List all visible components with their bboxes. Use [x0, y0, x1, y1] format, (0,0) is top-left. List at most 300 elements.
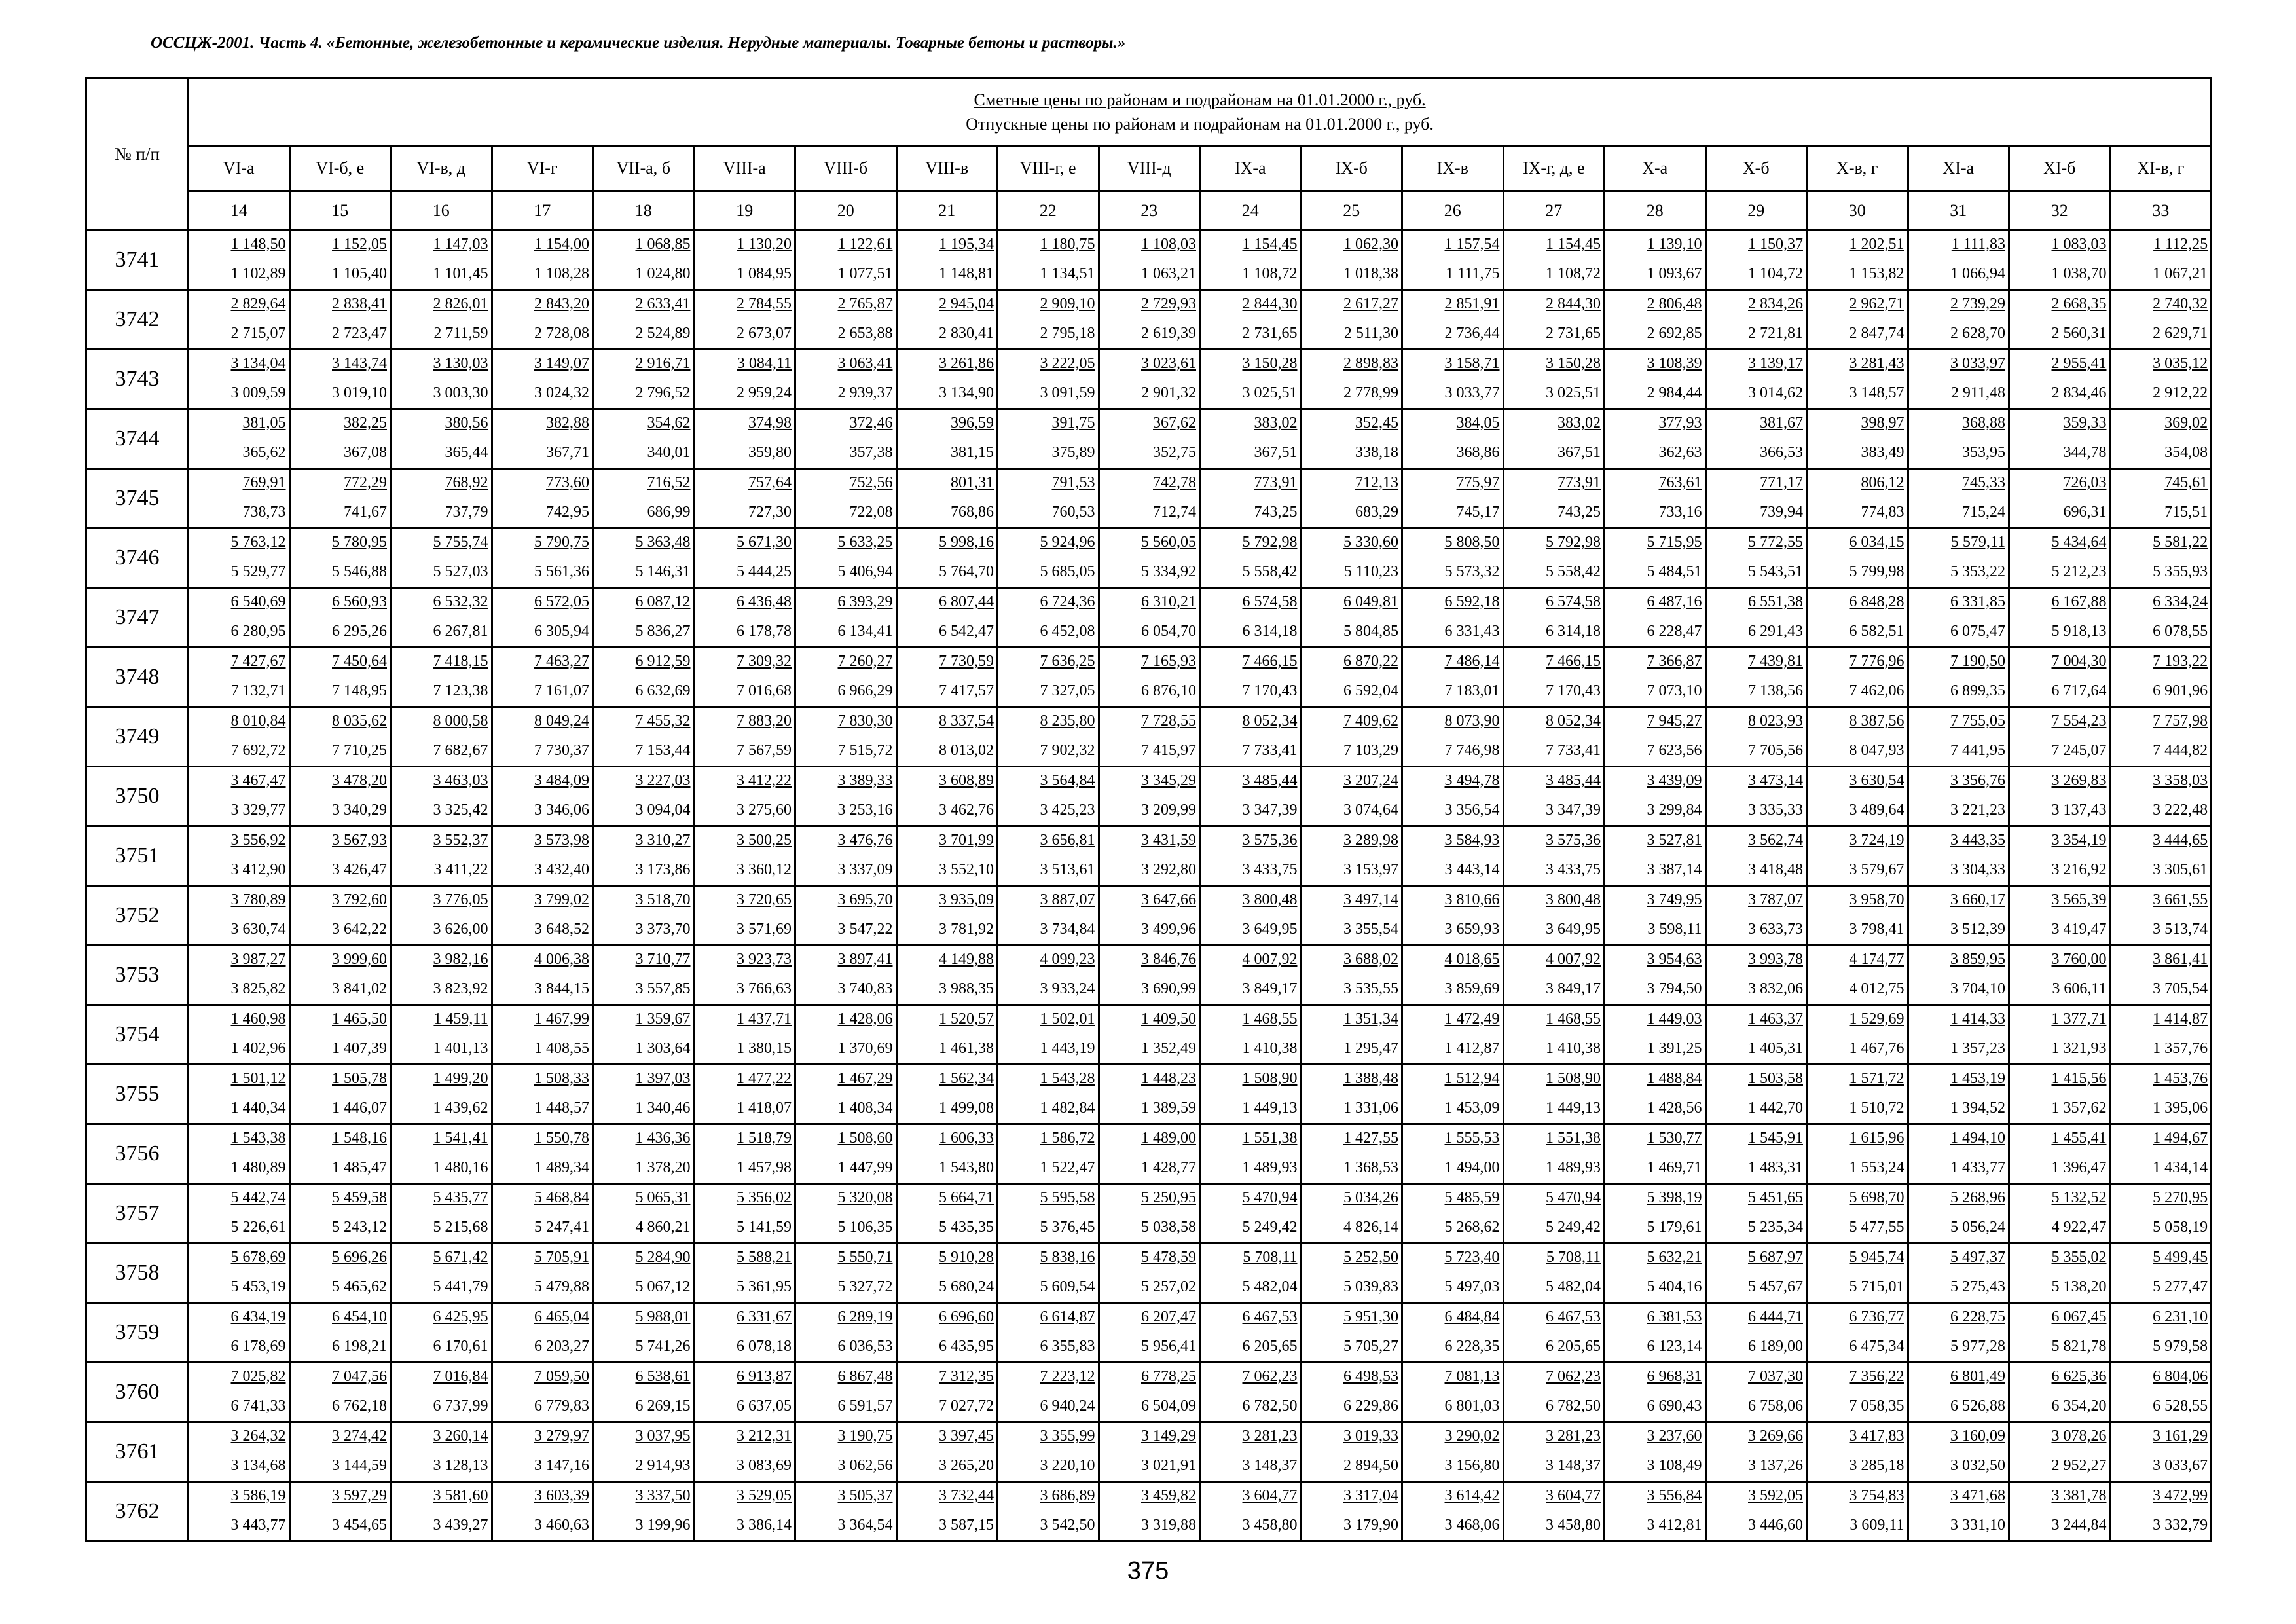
- price-cell: [492, 1422, 593, 1482]
- release-price: 3 019,10: [332, 384, 387, 401]
- release-price: 5 334,92: [1141, 563, 1196, 580]
- estimate-price: 7 059,50: [534, 1368, 589, 1385]
- release-price: 5 141,59: [737, 1219, 792, 1236]
- estimate-price: 384,05: [1456, 415, 1500, 432]
- release-price: 6 036,53: [837, 1338, 893, 1355]
- estimate-price: 3 810,66: [1444, 891, 1500, 908]
- price-cell: [2110, 648, 2212, 707]
- release-price: 5 977,28: [1950, 1338, 2005, 1355]
- estimate-price: 5 632,21: [1647, 1249, 1702, 1266]
- release-price: 3 734,84: [1040, 921, 1095, 938]
- price-cell: [694, 350, 795, 409]
- estimate-price: 5 951,30: [1343, 1308, 1398, 1325]
- price-cell: [2009, 409, 2111, 469]
- release-price: 686,99: [647, 504, 691, 521]
- release-price: 7 170,43: [1546, 682, 1601, 699]
- price-cell: [1402, 469, 1504, 528]
- price-cell: [1605, 767, 1706, 826]
- release-price: 366,53: [1760, 444, 1803, 461]
- estimate-price: 1 508,33: [534, 1070, 589, 1087]
- estimate-price: 5 250,95: [1141, 1189, 1196, 1206]
- release-price: 5 247,41: [534, 1219, 589, 1236]
- price-cell: [593, 1065, 695, 1124]
- price-cell: [189, 1363, 290, 1422]
- release-price: 5 546,88: [332, 563, 387, 580]
- estimate-price: 3 261,86: [939, 355, 994, 372]
- release-price: 7 103,29: [1343, 742, 1398, 759]
- estimate-price: 1 154,45: [1242, 236, 1298, 253]
- price-cell: [1301, 1303, 1402, 1363]
- price-cell: [2009, 1244, 2111, 1303]
- estimate-price: 7 062,23: [1242, 1368, 1298, 1385]
- row-number-cell: 3750: [86, 767, 189, 826]
- release-price: 3 512,39: [1950, 921, 2005, 938]
- estimate-price: 3 999,60: [332, 951, 387, 968]
- price-cell: [694, 290, 795, 350]
- column-number-cell: 22: [998, 191, 1099, 231]
- estimate-price: 1 448,23: [1141, 1070, 1196, 1087]
- price-cell: [896, 707, 998, 767]
- release-price: 1 499,08: [939, 1099, 994, 1116]
- estimate-price: 7 081,13: [1444, 1368, 1500, 1385]
- estimate-price: 396,59: [951, 415, 994, 432]
- price-cell: [1402, 1482, 1504, 1541]
- release-price: 362,63: [1658, 444, 1702, 461]
- estimate-price: 3 701,99: [939, 832, 994, 849]
- release-price: 743,25: [1558, 504, 1601, 521]
- price-table-body: [86, 78, 2212, 1541]
- estimate-price: 5 468,84: [534, 1189, 589, 1206]
- release-price: 5 558,42: [1546, 563, 1601, 580]
- estimate-price: 1 543,38: [230, 1130, 286, 1147]
- price-cell: [1099, 469, 1200, 528]
- release-price: 5 484,51: [1647, 563, 1702, 580]
- estimate-price: 6 228,75: [1950, 1308, 2005, 1325]
- release-price: 5 705,27: [1343, 1338, 1398, 1355]
- price-cell: [998, 707, 1099, 767]
- estimate-price: 5 595,58: [1040, 1189, 1095, 1206]
- column-number-cell: 27: [1503, 191, 1605, 231]
- price-cell: [1908, 707, 2009, 767]
- release-price: 4 826,14: [1343, 1219, 1398, 1236]
- release-price: 5 226,61: [230, 1219, 286, 1236]
- release-price: 1 469,71: [1647, 1159, 1702, 1176]
- estimate-price: 2 909,10: [1040, 295, 1095, 312]
- price-cell: [998, 1303, 1099, 1363]
- price-cell: [998, 946, 1099, 1005]
- price-cell: [1705, 290, 1807, 350]
- release-price: 3 412,81: [1647, 1517, 1702, 1534]
- price-cell: [998, 886, 1099, 946]
- estimate-price: 4 149,88: [939, 951, 994, 968]
- release-price: 367,71: [546, 444, 589, 461]
- release-price: 3 329,77: [230, 802, 286, 819]
- release-price: 7 692,72: [230, 742, 286, 759]
- estimate-price: 3 720,65: [737, 891, 792, 908]
- release-price: 3 535,55: [1343, 980, 1398, 997]
- estimate-price: 1 508,90: [1546, 1070, 1601, 1087]
- estimate-price: 6 334,24: [2153, 593, 2208, 610]
- release-price: 3 091,59: [1040, 384, 1095, 401]
- table-row: [86, 946, 2212, 1005]
- release-price: 6 054,70: [1141, 623, 1196, 640]
- estimate-price: 1 130,20: [737, 236, 792, 253]
- price-cell: [1099, 588, 1200, 648]
- price-cell: [1200, 350, 1302, 409]
- price-cell: [896, 1184, 998, 1244]
- release-price: 1 395,06: [2153, 1099, 2208, 1116]
- price-cell: [492, 1303, 593, 1363]
- price-cell: [593, 767, 695, 826]
- estimate-price: 3 754,83: [1849, 1487, 1904, 1504]
- estimate-price: 1 139,10: [1647, 236, 1702, 253]
- estimate-price: 7 439,81: [1748, 653, 1803, 670]
- release-price: 2 984,44: [1647, 384, 1702, 401]
- price-cell: [694, 1244, 795, 1303]
- estimate-price: 3 389,33: [837, 772, 893, 789]
- estimate-price: 372,46: [849, 415, 893, 432]
- price-cell: [1200, 231, 1302, 290]
- estimate-price: 1 545,91: [1748, 1130, 1803, 1147]
- price-cell: [795, 707, 897, 767]
- estimate-price: 6 498,53: [1343, 1368, 1398, 1385]
- estimate-price: 3 686,89: [1040, 1487, 1095, 1504]
- estimate-price: 377,93: [1658, 415, 1702, 432]
- estimate-price: 8 000,58: [433, 712, 488, 729]
- estimate-price: 6 049,81: [1343, 593, 1398, 610]
- price-cell: [289, 648, 391, 707]
- release-price: 2 560,31: [2051, 325, 2107, 342]
- estimate-price: 7 025,82: [230, 1368, 286, 1385]
- release-price: 6 314,18: [1546, 623, 1601, 640]
- estimate-price: 3 207,24: [1343, 772, 1398, 789]
- estimate-price: 3 471,68: [1950, 1487, 2005, 1504]
- release-price: 3 137,43: [2051, 802, 2107, 819]
- price-cell: [593, 528, 695, 588]
- price-cell: [1503, 1363, 1605, 1422]
- release-price: 3 148,37: [1546, 1457, 1601, 1474]
- price-cell: [1200, 767, 1302, 826]
- estimate-price: 5 355,02: [2051, 1249, 2107, 1266]
- price-cell: [1705, 1005, 1807, 1065]
- price-cell: [896, 1422, 998, 1482]
- estimate-price: 3 023,61: [1141, 355, 1196, 372]
- region-header-cell: VIII-г, е: [998, 146, 1099, 191]
- estimate-price: 1 530,77: [1647, 1130, 1702, 1147]
- release-price: 1 024,80: [635, 265, 691, 282]
- price-cell: [1807, 409, 1908, 469]
- release-price: 3 319,88: [1141, 1517, 1196, 1534]
- release-price: 1 067,21: [2153, 265, 2208, 282]
- estimate-price: 1 505,78: [332, 1070, 387, 1087]
- price-cell: [1099, 1363, 1200, 1422]
- estimate-price: 5 763,12: [230, 534, 286, 551]
- release-price: 3 364,54: [837, 1517, 893, 1534]
- price-cell: [694, 886, 795, 946]
- release-price: 5 249,42: [1242, 1219, 1298, 1236]
- region-header-cell: IX-а: [1200, 146, 1302, 191]
- price-cell: [1099, 409, 1200, 469]
- estimate-price: 3 484,09: [534, 772, 589, 789]
- estimate-price: 3 592,05: [1748, 1487, 1803, 1504]
- release-price: 5 457,67: [1748, 1278, 1803, 1295]
- price-cell: [189, 826, 290, 886]
- estimate-price: 1 111,83: [1951, 236, 2005, 253]
- estimate-price: 3 562,74: [1748, 832, 1803, 849]
- estimate-price: 6 538,61: [635, 1368, 691, 1385]
- region-header-cell: VII-а, б: [593, 146, 695, 191]
- release-price: 3 108,49: [1647, 1457, 1702, 1474]
- estimate-price: 7 463,27: [534, 653, 589, 670]
- estimate-price: 3 982,16: [433, 951, 488, 968]
- price-cell: [896, 946, 998, 1005]
- estimate-price: 6 778,25: [1141, 1368, 1196, 1385]
- estimate-price: 5 560,05: [1141, 534, 1196, 551]
- price-cell: [1807, 767, 1908, 826]
- estimate-price: 1 202,51: [1849, 236, 1904, 253]
- release-price: 3 418,48: [1748, 861, 1803, 878]
- release-price: 1 102,89: [230, 265, 286, 282]
- price-cell: [1301, 946, 1402, 1005]
- price-cell: [492, 826, 593, 886]
- estimate-price: 5 723,40: [1444, 1249, 1500, 1266]
- release-price: 712,74: [1153, 504, 1196, 521]
- price-cell: [1908, 1482, 2009, 1541]
- row-number-cell: 3758: [86, 1244, 189, 1303]
- estimate-price: 6 848,28: [1849, 593, 1904, 610]
- price-cell: [2110, 1303, 2212, 1363]
- release-price: 2 715,07: [230, 325, 286, 342]
- release-price: 1 407,39: [332, 1040, 387, 1057]
- estimate-price: 806,12: [1861, 474, 1904, 491]
- estimate-price: 3 063,41: [837, 355, 893, 372]
- release-price: 3 265,20: [939, 1457, 994, 1474]
- row-number-cell: 3747: [86, 588, 189, 648]
- release-price: 683,29: [1355, 504, 1398, 521]
- price-cell: [492, 588, 593, 648]
- price-cell: [1503, 1124, 1605, 1184]
- price-cell: [1908, 528, 2009, 588]
- release-price: 3 148,37: [1242, 1457, 1298, 1474]
- estimate-price: 5 715,95: [1647, 534, 1702, 551]
- price-cell: [896, 409, 998, 469]
- price-cell: [896, 588, 998, 648]
- price-cell: [189, 1422, 290, 1482]
- release-price: 3 221,23: [1950, 802, 2005, 819]
- release-price: 1 368,53: [1343, 1159, 1398, 1176]
- price-cell: [1908, 290, 2009, 350]
- release-price: 1 442,70: [1748, 1099, 1803, 1116]
- estimate-price: 5 687,97: [1748, 1249, 1803, 1266]
- estimate-price: 7 190,50: [1950, 653, 2005, 670]
- estimate-price: 3 279,97: [534, 1428, 589, 1445]
- price-cell: [1402, 886, 1504, 946]
- estimate-price: 3 695,70: [837, 891, 893, 908]
- release-price: 352,75: [1153, 444, 1196, 461]
- price-cell: [896, 290, 998, 350]
- price-cell: [1807, 1363, 1908, 1422]
- release-price: 5 497,03: [1444, 1278, 1500, 1295]
- release-price: 3 659,93: [1444, 921, 1500, 938]
- release-price: 3 021,91: [1141, 1457, 1196, 1474]
- price-cell: [1908, 946, 2009, 1005]
- release-price: 3 134,90: [939, 384, 994, 401]
- price-cell: [1301, 350, 1402, 409]
- table-row: [86, 1005, 2212, 1065]
- estimate-price: 5 924,96: [1040, 534, 1095, 551]
- estimate-price: 1 112,25: [2153, 236, 2208, 253]
- price-cell: [998, 1244, 1099, 1303]
- estimate-price: 3 337,50: [635, 1487, 691, 1504]
- release-price: 7 682,67: [433, 742, 488, 759]
- release-price: 3 147,16: [534, 1457, 589, 1474]
- estimate-price: 6 870,22: [1343, 653, 1398, 670]
- release-price: 3 419,47: [2051, 921, 2107, 938]
- release-price: 5 215,68: [433, 1219, 488, 1236]
- release-price: 2 736,44: [1444, 325, 1500, 342]
- estimate-price: 5 363,48: [635, 534, 691, 551]
- estimate-price: 3 417,83: [1849, 1428, 1904, 1445]
- price-cell: [1402, 1184, 1504, 1244]
- price-cell: [694, 767, 795, 826]
- price-cell: [1705, 469, 1807, 528]
- release-price: 5 529,77: [230, 563, 286, 580]
- release-price: 3 557,85: [635, 980, 691, 997]
- release-price: 3 633,73: [1748, 921, 1803, 938]
- release-price: 1 410,38: [1242, 1040, 1298, 1057]
- region-header-cell: VI-в, д: [391, 146, 492, 191]
- release-price: 3 825,82: [230, 980, 286, 997]
- estimate-price: 3 597,29: [332, 1487, 387, 1504]
- release-price: 3 468,06: [1444, 1517, 1500, 1534]
- estimate-price: 7 466,15: [1546, 653, 1601, 670]
- table-row: [86, 826, 2212, 886]
- release-price: 3 292,80: [1141, 861, 1196, 878]
- release-price: 741,67: [344, 504, 387, 521]
- price-cell: [1301, 826, 1402, 886]
- price-cell: [1807, 528, 1908, 588]
- price-cell: [1503, 469, 1605, 528]
- release-price: 1 408,34: [837, 1099, 893, 1116]
- price-cell: [1099, 767, 1200, 826]
- estimate-price: 3 630,54: [1849, 772, 1904, 789]
- release-price: 2 653,88: [837, 325, 893, 342]
- price-cell: [391, 826, 492, 886]
- estimate-price: 3 584,93: [1444, 832, 1500, 849]
- price-cell: [1301, 469, 1402, 528]
- release-price: 3 340,29: [332, 802, 387, 819]
- estimate-price: 8 023,93: [1748, 712, 1803, 729]
- estimate-price: 3 581,60: [433, 1487, 488, 1504]
- estimate-price: 3 710,77: [635, 951, 691, 968]
- price-cell: [2009, 1065, 2111, 1124]
- release-price: 3 690,99: [1141, 980, 1196, 997]
- estimate-price: 3 792,60: [332, 891, 387, 908]
- release-price: 2 901,32: [1141, 384, 1196, 401]
- estimate-price: 1 062,30: [1343, 236, 1398, 253]
- price-cell: [1301, 886, 1402, 946]
- price-cell: [289, 1005, 391, 1065]
- price-cell: [1503, 290, 1605, 350]
- table-row: [86, 1124, 2212, 1184]
- release-price: 2 723,47: [332, 325, 387, 342]
- estimate-price: 712,13: [1355, 474, 1398, 491]
- row-number-cell: 3742: [86, 290, 189, 350]
- release-price: 3 299,84: [1647, 802, 1702, 819]
- release-price: 6 170,61: [433, 1338, 488, 1355]
- release-price: 2 796,52: [635, 384, 691, 401]
- release-price: 6 205,65: [1546, 1338, 1601, 1355]
- release-price: 4 012,75: [1849, 980, 1904, 997]
- region-header-cell: X-в, г: [1807, 146, 1908, 191]
- price-cell: [1605, 648, 1706, 707]
- estimate-price: 2 898,83: [1343, 355, 1398, 372]
- row-number-cell: 3754: [86, 1005, 189, 1065]
- release-price: 3 083,69: [737, 1457, 792, 1474]
- estimate-price: 1 068,85: [635, 236, 691, 253]
- release-price: 6 741,33: [230, 1397, 286, 1414]
- price-cell: [1807, 1065, 1908, 1124]
- release-price: 3 844,15: [534, 980, 589, 997]
- price-cell: [998, 1482, 1099, 1541]
- release-price: 6 267,81: [433, 623, 488, 640]
- release-price: 3 074,64: [1343, 802, 1398, 819]
- price-cell: [1301, 290, 1402, 350]
- estimate-price: 3 150,28: [1242, 355, 1298, 372]
- estimate-price: 3 274,42: [332, 1428, 387, 1445]
- release-price: 6 291,43: [1748, 623, 1803, 640]
- row-number-cell: 3757: [86, 1184, 189, 1244]
- price-cell: [593, 350, 695, 409]
- price-cell: [795, 767, 897, 826]
- price-cell: [189, 1303, 290, 1363]
- release-price: 6 198,21: [332, 1338, 387, 1355]
- price-cell: [593, 1184, 695, 1244]
- price-cell: [1705, 826, 1807, 886]
- estimate-price: 1 465,50: [332, 1010, 387, 1027]
- release-price: 760,53: [1051, 504, 1095, 521]
- table-row: [86, 707, 2212, 767]
- price-cell: [593, 1124, 695, 1184]
- release-price: 6 528,55: [2153, 1397, 2208, 1414]
- column-number-cell: 19: [694, 191, 795, 231]
- price-cell: [593, 946, 695, 1005]
- price-cell: [1402, 648, 1504, 707]
- price-cell: [2110, 946, 2212, 1005]
- estimate-price: 5 330,60: [1343, 534, 1398, 551]
- estimate-price: 5 485,59: [1444, 1189, 1500, 1206]
- release-price: 3 275,60: [737, 802, 792, 819]
- estimate-price: 1 543,28: [1040, 1070, 1095, 1087]
- release-price: 3 153,97: [1343, 861, 1398, 878]
- release-price: 1 485,47: [332, 1159, 387, 1176]
- estimate-price: 3 780,89: [230, 891, 286, 908]
- release-price: 5 444,25: [737, 563, 792, 580]
- release-price: 3 025,51: [1546, 384, 1601, 401]
- release-price: 3 794,50: [1647, 980, 1702, 997]
- release-price: 3 305,61: [2153, 861, 2208, 878]
- price-cell: [694, 707, 795, 767]
- release-price: 3 216,92: [2051, 861, 2107, 878]
- release-price: 2 847,74: [1849, 325, 1904, 342]
- estimate-price: 1 550,78: [534, 1130, 589, 1147]
- estimate-price: 3 958,70: [1849, 891, 1904, 908]
- release-price: 6 758,06: [1748, 1397, 1803, 1414]
- price-cell: [1402, 1124, 1504, 1184]
- page-number: 375: [1127, 1557, 1169, 1585]
- price-cell: [1402, 707, 1504, 767]
- price-cell: [2110, 588, 2212, 648]
